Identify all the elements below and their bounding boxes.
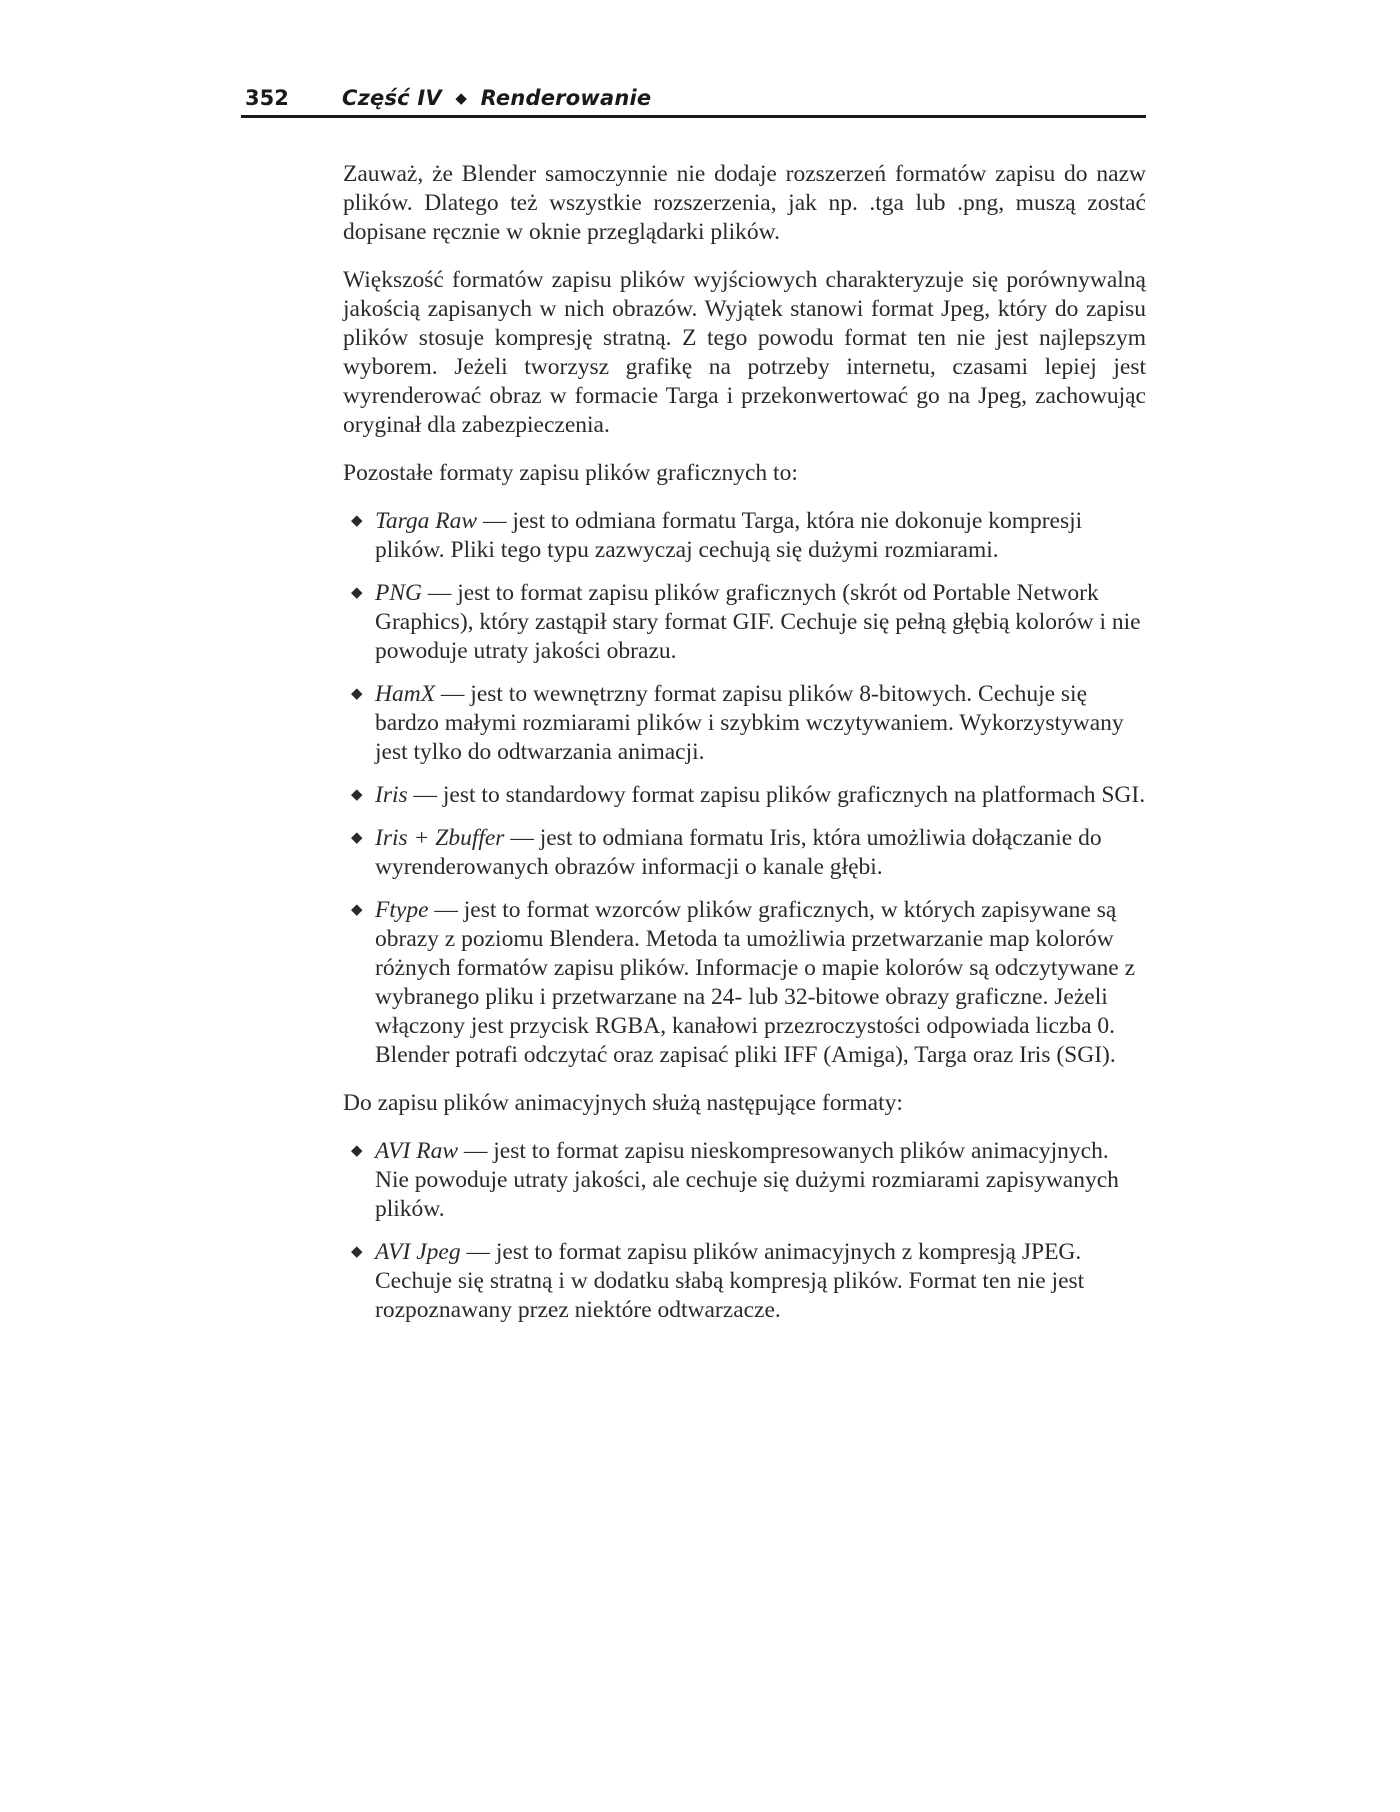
format-term: AVI Jpeg: [375, 1239, 461, 1265]
paragraph-quality: Większość formatów zapisu plików wyjściowych charakteryzuje się porównywalną jakością zapisanych w nich obrazów. Wyjątek stanowi format Jpeg, który do zapisu plików stosuje kompresję stratną. Z tego powodu format ten nie jest najlepszym wyborem. Jeżeli tworzysz grafikę na potrzeby internetu, czasami lepiej jest wyrenderować obraz w formacie Targa i przekonwertować go na Jpeg, zachowując oryginał dla zabezpieczenia.: [343, 267, 1146, 438]
paragraph-image-formats-intro: Pozostałe formaty zapisu plików graficznych to:: [343, 460, 798, 486]
format-term: Targa Raw: [375, 508, 478, 534]
paragraph-animation-formats-intro: Do zapisu plików animacyjnych służą następujące formaty:: [343, 1090, 903, 1116]
list-item: [343, 680, 1146, 767]
format-description: — jest to odmiana formatu Targa, która nie dokonuje kompresji plików. Pliki tego typu zazwyczaj cechują się dużymi rozmiarami.: [375, 508, 1083, 563]
paragraph-extensions: Zauważ, że Blender samoczynnie nie dodaje rozszerzeń formatów zapisu do nazw plików. Dlatego też wszystkie rozszerzenia, jak np. .tga lub .png, muszą zostać dopisane ręcznie w oknie przeglądarki plików.: [343, 161, 1146, 245]
diamond-bullet-icon: ◆: [351, 1244, 363, 1260]
list-item: [343, 1238, 1146, 1325]
format-term: HamX: [375, 681, 436, 707]
format-term: Iris + Zbuffer: [375, 825, 505, 851]
running-title: [342, 86, 651, 110]
format-description: — jest to format zapisu plików animacyjnych z kompresją JPEG. Cechuje się stratną i w dodatku słabą kompresją plików. Format ten nie jest rozpoznawany przez niektóre odtwarzacze.: [375, 1239, 1085, 1323]
format-description: — jest to format zapisu plików graficznych (skrót od Portable Network Graphics), który zastąpił stary format GIF. Cechuje się pełną głębią kolorów i nie powoduje utraty jakości obrazu.: [375, 580, 1141, 664]
format-description: — jest to odmiana formatu Iris, która umożliwia dołączanie do wyrenderowanych obrazów informacji o kanale głębi.: [375, 825, 1102, 880]
format-description: — jest to wewnętrzny format zapisu plików 8-bitowych. Cechuje się bardzo małymi rozmiarami plików i szybkim wczytywaniem. Wykorzystywany jest tylko do odtwarzania animacji.: [375, 681, 1124, 765]
format-term: AVI Raw: [375, 1138, 459, 1164]
list-item: [343, 579, 1146, 666]
diamond-bullet-icon: ◆: [351, 686, 363, 702]
diamond-separator-icon: ◆: [455, 89, 468, 107]
format-term: PNG: [375, 580, 422, 606]
diamond-bullet-icon: ◆: [351, 585, 363, 601]
format-description: — jest to format wzorców plików graficznych, w których zapisywane są obrazy z poziomu Blendera. Metoda ta umożliwia przetwarzanie map kolorów różnych formatów zapisu plików. Informacje o mapie kolorów są odczytywane z wybranego pliku i przetwarzane na 24- lub 32-bitowe obrazy graficzne. Jeżeli włączony jest przycisk RGBA, kanałowi przezroczystości odpowiada liczba 0. Blender potrafi odczytać oraz zapisać pliki IFF (Amiga), Targa oraz Iris (SGI).: [375, 897, 1136, 1068]
page-number: 352: [245, 86, 289, 110]
animation-formats-list: [343, 1137, 1146, 1325]
format-term: Ftype: [375, 897, 429, 923]
diamond-bullet-icon: ◆: [351, 830, 363, 846]
part-label: Część IV: [342, 86, 442, 110]
diamond-bullet-icon: ◆: [351, 902, 363, 918]
format-description: — jest to standardowy format zapisu plików graficznych na platformach SGI.: [407, 782, 1146, 808]
diamond-bullet-icon: ◆: [351, 513, 363, 529]
image-formats-list: [343, 507, 1146, 1070]
format-term: Iris: [375, 782, 408, 808]
list-item: [343, 896, 1146, 1070]
list-item: [343, 1137, 1146, 1224]
list-item: [343, 824, 1146, 882]
chapter-label: Renderowanie: [480, 86, 652, 110]
list-item: [343, 507, 1146, 565]
format-description: — jest to format zapisu nieskompresowanych plików animacyjnych. Nie powoduje utraty jakości, ale cechuje się dużymi rozmiarami zapisywanych plików.: [375, 1138, 1119, 1222]
list-item: [343, 781, 1146, 810]
diamond-bullet-icon: ◆: [351, 787, 363, 803]
page-body: [343, 160, 1146, 1344]
diamond-bullet-icon: ◆: [351, 1143, 363, 1159]
running-header: [241, 84, 1146, 118]
